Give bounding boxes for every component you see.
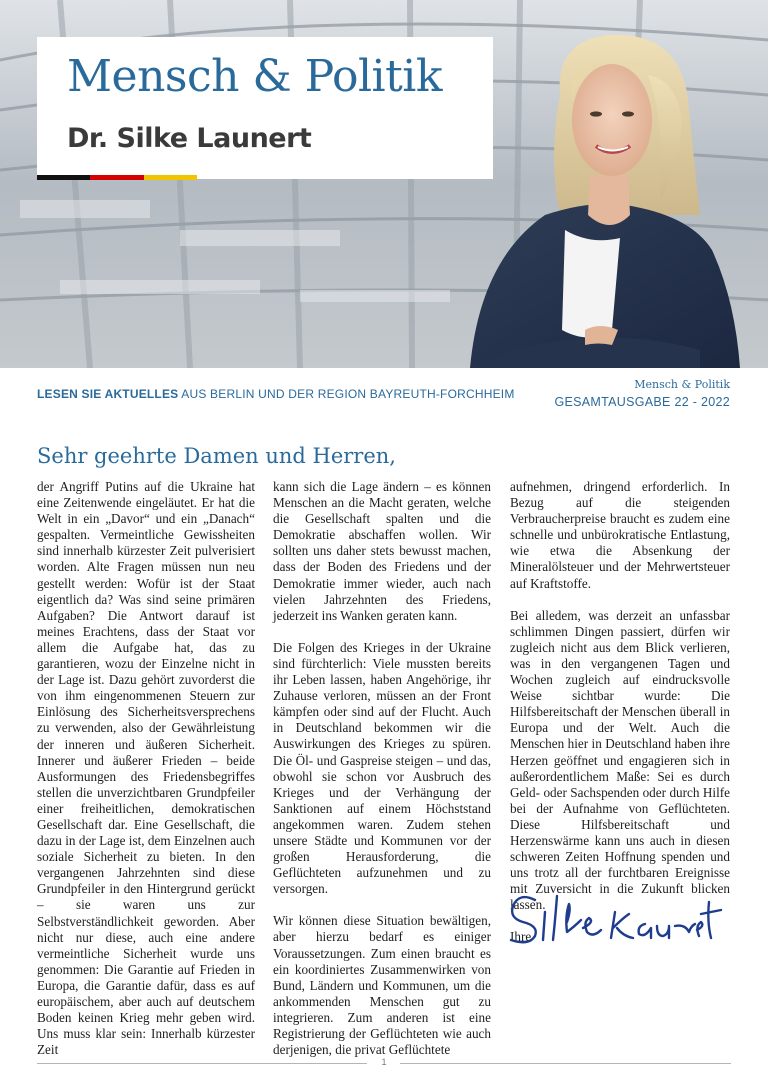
issue-info: [555, 378, 731, 409]
handwritten-signature: [505, 882, 725, 956]
paragraph: Die Folgen des Krieges in der Ukraine sind fürchterlich: Viele mussten bereits ihr Leben lassen, haben Angehörige, ihr Zuhause verloren, müssen an der Front kämpfen oder sind auf der Flucht. Auch in Deutschland bekommen wir die Auswirkungen des Krieges zu spüren. Die Öl- und Gaspreise steigen – und das, obwohl sie schon vor Ausbruch des Krieges und der Verhängung der Sanktionen auf einem Höchststand angekommen waren. Zudem stehen unsere Städte und Kommunen vor der großen Herausforderung, die Geflüchteten aufzunehmen und zu versorgen.: [273, 639, 491, 897]
news-teaser-line: [37, 387, 515, 401]
page-number: 1: [381, 1057, 387, 1067]
closing: Ihre: [510, 929, 532, 945]
german-flag-stripe: [37, 175, 197, 180]
header-hero: [0, 0, 768, 368]
salutation: Sehr geehrte Damen und Herren,: [37, 444, 396, 468]
flag-red-stripe: [90, 175, 143, 180]
teaser-rest: AUS BERLIN UND DER REGION BAYREUTH-FORCHHEIM: [178, 387, 515, 401]
author-name: Dr. Silke Launert: [67, 123, 312, 154]
text-column-2: [273, 479, 491, 1074]
text-column-1: [37, 479, 255, 1074]
paragraph: der Angriff Putins auf die Ukraine hat eine Zeitenwende eingeläutet. Er hat die Welt in ein „Davor“ und ein „Danach“ gespalten. Vermeintliche Gewissheiten sind innerhalb kürzester Zeit pulverisiert worden. Alte Fragen müssen nun neu gestellt werden: Wofür ist der Staat eigentlich da? Was sind seine primären Aufgaben? Die Antwort darauf ist meines Erachtens, dass der Staat vor allem die Aufgabe hat, das zu garantieren, wozu der Einzelne nicht in der Lage ist. Dazu gehört zuvorderst die von ihm eingenommenen Steuern zur Einlösung des Sicherheitsversprechens zu verwenden, also der Gewährleistung der inneren und äußeren Sicherheit. Innerer und äußerer Frieden – beide Ausformungen des Friedensbegriffes stellen die unverzichtbaren Grundpfeiler einer freiheitlichen, demokratischen Gesellschaft dar. Eine Gesellschaft, die dazu in der Lage ist, dem Einzelnen auch soziale Sicherheit zu bieten. In den vergangenen Jahrzehnten sind diese Grundpfeiler in den Hintergrund gerückt – sie waren uns zur Selbstverständlichkeit geworden. Aber nicht nur diese, auch eine andere vermeintliche Sicherheit wurde uns genommen: Die Garantie auf Frieden in Europa, die Garantie dafür, dass es auf europäischem, aber auch auf deutschem Boden keinen Krieg mehr geben wird. Uns muss klar sein: Innerhalb kürzester Zeit: [37, 479, 255, 1058]
issue-number: GESAMTAUSGABE 22 - 2022: [554, 395, 730, 409]
teaser-highlight: LESEN SIE AKTUELLES: [37, 387, 179, 401]
footer-rule-right: [400, 1063, 731, 1064]
paragraph: Wir können diese Situation bewältigen, aber hierzu bedarf es einiger Voraussetzungen. Zum einen braucht es ein koordiniertes Zusammenwirken von Bund, Ländern und Kommunen, um die ankommenden Menschen gut zu integrieren. Zum anderen ist eine Registrierung der Geflüchteten wie auch derjenigen, die privat Geflüchtete: [273, 913, 491, 1058]
flag-black-stripe: [37, 175, 90, 180]
footer-rule-left: [37, 1063, 367, 1064]
paragraph: kann sich die Lage ändern – es können Menschen an die Macht geraten, welche die Gesellschaft spalten und die Demokratie abschaffen wollen. Wir sollten uns daher stets bewusst machen, dass der Boden des Friedens und der Demokratie immer wieder, auch nach vielen Jahrzehnten des Friedens, jederzeit ins Wanken geraten kann.: [273, 479, 491, 623]
title-box: [37, 37, 493, 179]
paragraph: Bei alledem, was derzeit an unfassbar schlimmen Dingen passiert, dürfen wir zugleich nicht aus dem Blick verlieren, was in den vergangenen Tagen und Wochen zugleich auf eindrucksvolle Weise sichtbar wurde: Die Hilfsbereitschaft der Menschen überall in Europa und der Welt. Auch die Menschen hier in Deutschland haben ihre Herzen geöffnet und engagieren sich in außerordentlichem Maße: Sei es durch Geld- oder Sachspenden oder durch Hilfe bei der Aufnahme von Geflüchteten. Diese Hilfsbereitschaft und Herzenswärme kann uns auch in diesen schweren Zeiten Hoffnung spenden und uns trotz all der furchtbaren Ereignisse mit Zuversicht in die Zukunft blicken lassen.: [510, 607, 730, 913]
paragraph: aufnehmen, dringend erforderlich. In Bezug auf die steigenden Verbraucherpreise braucht es zudem eine schnelle und unbürokratische Entlastung, wie etwa die Absenkung der Mineralölsteuer und der Mehrwertsteuer auf Kraftstoffe.: [510, 479, 730, 591]
publication-name: Mensch & Politik: [634, 378, 730, 391]
magazine-title: Mensch & Politik: [67, 51, 443, 102]
flag-gold-stripe: [144, 175, 197, 180]
